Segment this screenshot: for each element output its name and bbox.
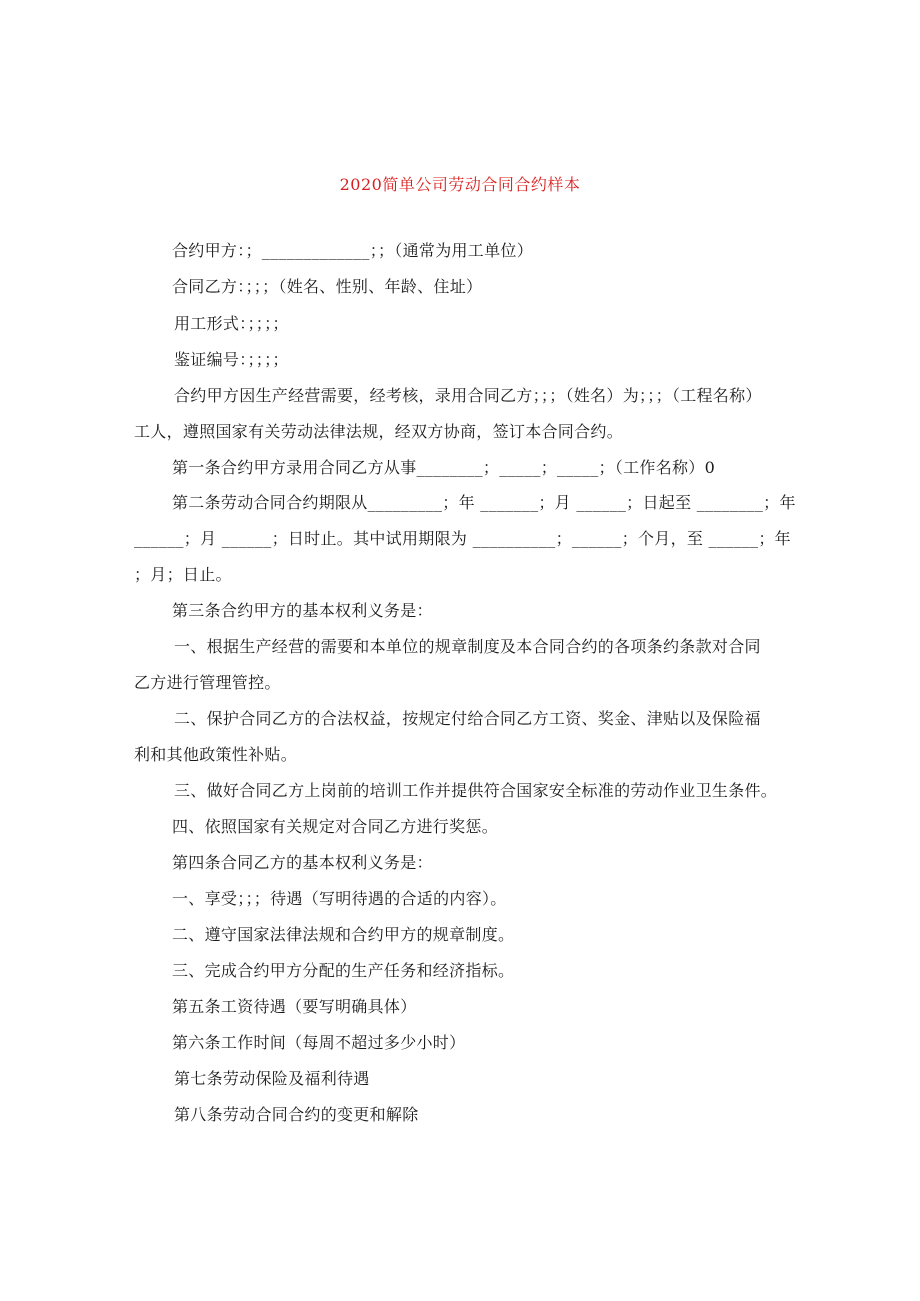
- article-4-item-3: 三、完成合约甲方分配的生产任务和经济指标。: [172, 961, 515, 980]
- article-2-line-3: ；月；日止。: [134, 565, 232, 584]
- article-3-heading: 第三条合约甲方的基本权利义务是：: [172, 601, 433, 620]
- employment-form-line: 用工形式：；；；；: [174, 314, 289, 333]
- party-b-line: 合同乙方：；；；（姓名、性别、年龄、住址）: [172, 277, 483, 296]
- article-7: 第七条劳动保险及福利待遇: [174, 1069, 370, 1088]
- article-5: 第五条工资待遇（要写明确具体）: [172, 997, 417, 1016]
- article-3-item-3: 三、做好合同乙方上岗前的培训工作并提供符合国家安全标准的劳动作业卫生条件。: [174, 781, 778, 800]
- article-3-item-1-line-1: 一、根据生产经营的需要和本单位的规章制度及本合同合约的各项条约条款对合同: [174, 637, 761, 656]
- article-3-item-4: 四、依照国家有关规定对合同乙方进行奖惩。: [172, 817, 499, 836]
- document-title: 2020简单公司劳动合同合约样本: [339, 175, 581, 194]
- article-6: 第六条工作时间（每周不超过多少小时）: [172, 1033, 466, 1052]
- certification-number-line: 鉴证编号：；；；；: [174, 350, 289, 369]
- preamble-line-1: 合约甲方因生产经营需要，经考核，录用合同乙方；；；（姓名）为；；；（工程名称）: [174, 386, 762, 405]
- article-3-item-2-line-1: 二、保护合同乙方的合法权益，按规定付给合同乙方工资、奖金、津贴以及保险福: [174, 709, 761, 728]
- article-2-line-1: 第二条劳动合同合约期限从_________；年 _______；月 ______；日起至 ________；年: [172, 493, 796, 512]
- article-3-item-2-line-2: 利和其他政策性补贴。: [134, 745, 298, 764]
- article-8: 第八条劳动合同合约的变更和解除: [174, 1105, 419, 1124]
- preamble-line-2: 工人，遵照国家有关劳动法律法规，经双方协商，签订本合同合约。: [134, 422, 624, 441]
- party-a-line: 合约甲方：；_____________；；（通常为用工单位）: [172, 241, 534, 260]
- article-4-item-2: 二、遵守国家法律法规和合约甲方的规章制度。: [172, 925, 515, 944]
- article-2-line-2: ______；月 ______；日时止。其中试用期限为 __________；______；个月，至 ______；年: [134, 529, 791, 548]
- article-3-item-1-line-2: 乙方进行管理管控。: [134, 673, 281, 692]
- article-1-line: 第一条合约甲方录用合同乙方从事________；_____；_____；（工作名称）0: [172, 458, 716, 477]
- article-4-item-1: 一、享受；；；待遇（写明待遇的合适的内容）。: [172, 889, 507, 908]
- article-4-heading: 第四条合同乙方的基本权利义务是：: [172, 853, 433, 872]
